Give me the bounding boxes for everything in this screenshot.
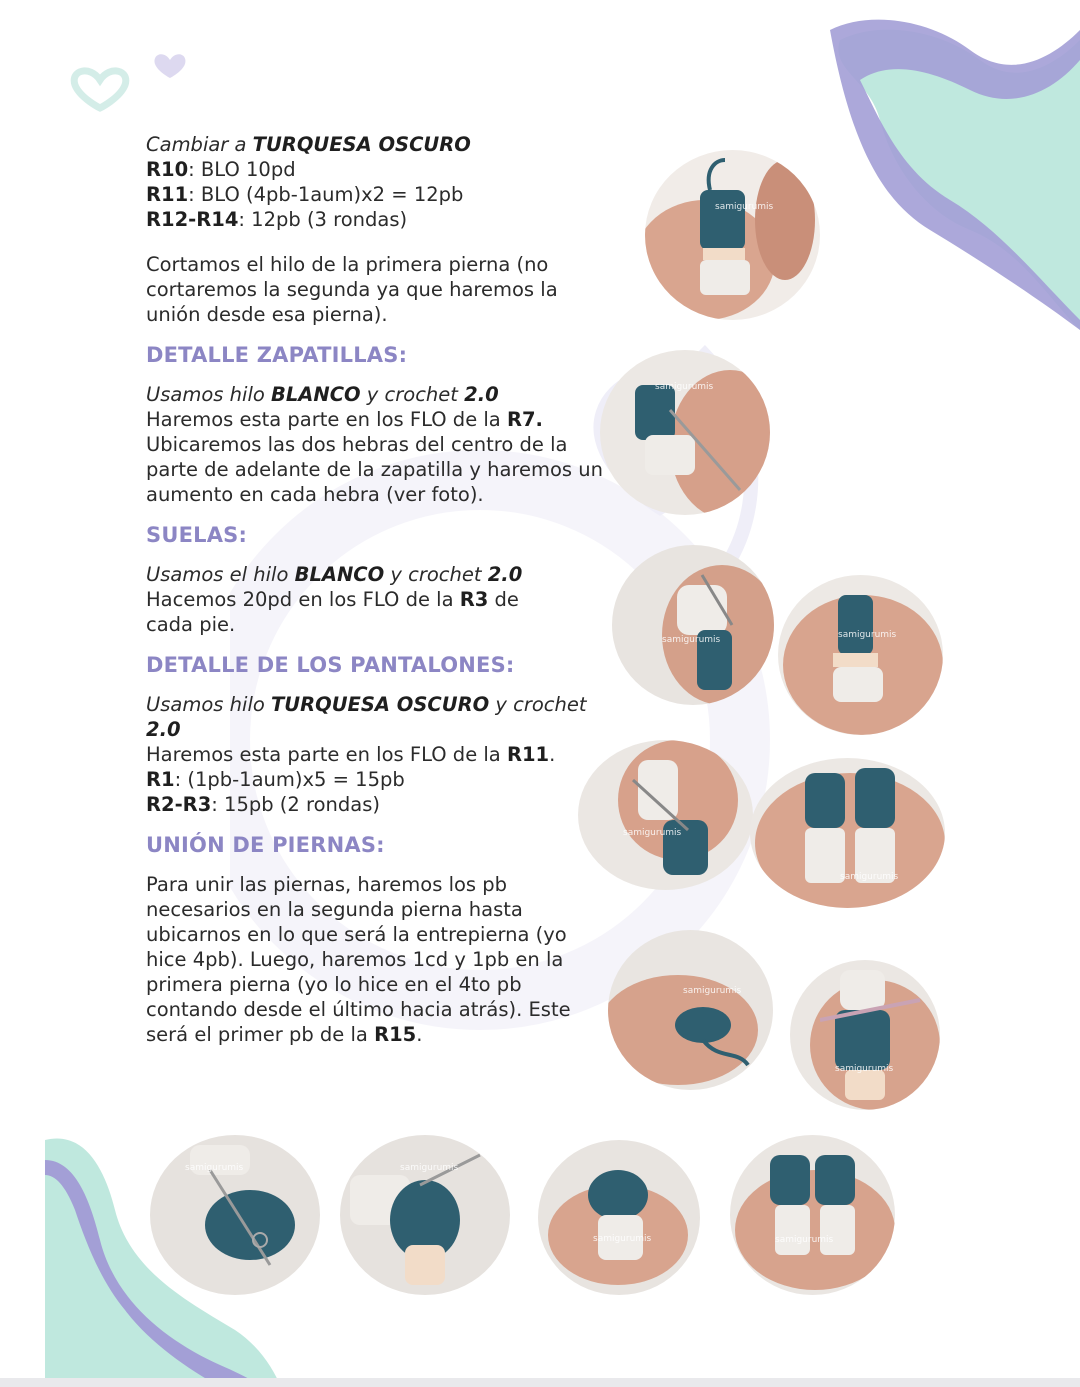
instructions-column bbox=[146, 132, 606, 1047]
zapatillas-yarn-line: Usamos hilo BLANCO y crochet 2.0 bbox=[146, 383, 499, 406]
photo-leg-teal-top: samigurumis bbox=[645, 150, 820, 320]
heading-pantalones: DETALLE DE LOS PANTALONES: bbox=[146, 653, 515, 677]
photo-pants-2: samigurumis bbox=[750, 758, 945, 908]
photo-join-2: samigurumis bbox=[790, 960, 940, 1110]
photo-sole-1: samigurumis bbox=[612, 545, 774, 705]
photo-step-1: samigurumis bbox=[150, 1135, 320, 1295]
heart-doodles bbox=[60, 40, 200, 120]
photo-sole-2: samigurumis bbox=[778, 575, 943, 735]
photo-pants-1: samigurumis bbox=[578, 740, 753, 890]
round-r12-r14: R12-R14: 12pb (3 rondas) bbox=[146, 208, 408, 231]
round-r11: R11: BLO (4pb-1aum)x2 = 12pb bbox=[146, 183, 464, 206]
photo-finished-legs: samigurumis bbox=[730, 1135, 895, 1295]
pantalones-flo-line: Haremos esta parte en los FLO de la R11. bbox=[146, 743, 556, 766]
heading-union: UNIÓN DE PIERNAS: bbox=[146, 833, 385, 857]
change-color-line: Cambiar a TURQUESA OSCURO bbox=[146, 133, 471, 156]
photo-step-3: samigurumis bbox=[538, 1140, 700, 1295]
heading-suelas: SUELAS: bbox=[146, 523, 248, 547]
suelas-stitch-line: Hacemos 20pd en los FLO de la R3 de cada pie. bbox=[146, 588, 519, 636]
photo-join-1: samigurumis bbox=[608, 930, 773, 1090]
zapatillas-detail-paragraph: Ubicaremos las dos hebras del centro de la parte de adelante de la zapatilla y haremos un aumento en cada hebra (ver foto). bbox=[146, 433, 603, 506]
heading-zapatillas: DETALLE ZAPATILLAS: bbox=[146, 343, 408, 367]
round-r2-r3: R2-R3: 15pb (2 rondas) bbox=[146, 793, 380, 816]
zapatillas-flo-line: Haremos esta parte en los FLO de la R7. bbox=[146, 408, 543, 431]
round-r10: R10: BLO 10pd bbox=[146, 158, 296, 181]
suelas-yarn-line: Usamos el hilo BLANCO y crochet 2.0 bbox=[146, 563, 523, 586]
photo-step-2: samigurumis bbox=[340, 1135, 510, 1295]
photo-shoe-detail: samigurumis bbox=[600, 350, 770, 515]
union-paragraph: Para unir las piernas, haremos los pb necesarios en la segunda pierna hasta ubicarnos en lo que será la entrepierna (yo hice 4pb). Luego, haremos 1cd y 1pb en la primera pierna (yo lo hice en el 4to pb contando desde el último hacia atrás). Este será el primer pb de la R15. bbox=[146, 873, 571, 1046]
round-r1: R1: (1pb-1aum)x5 = 15pb bbox=[146, 768, 405, 791]
page-bottom-edge bbox=[0, 1378, 1080, 1387]
pantalones-yarn-line: Usamos hilo TURQUESA OSCURO y crochet 2.0 bbox=[146, 693, 587, 741]
cut-yarn-paragraph: Cortamos el hilo de la primera pierna (no cortaremos la segunda ya que haremos la unión desde esa pierna). bbox=[146, 253, 558, 326]
